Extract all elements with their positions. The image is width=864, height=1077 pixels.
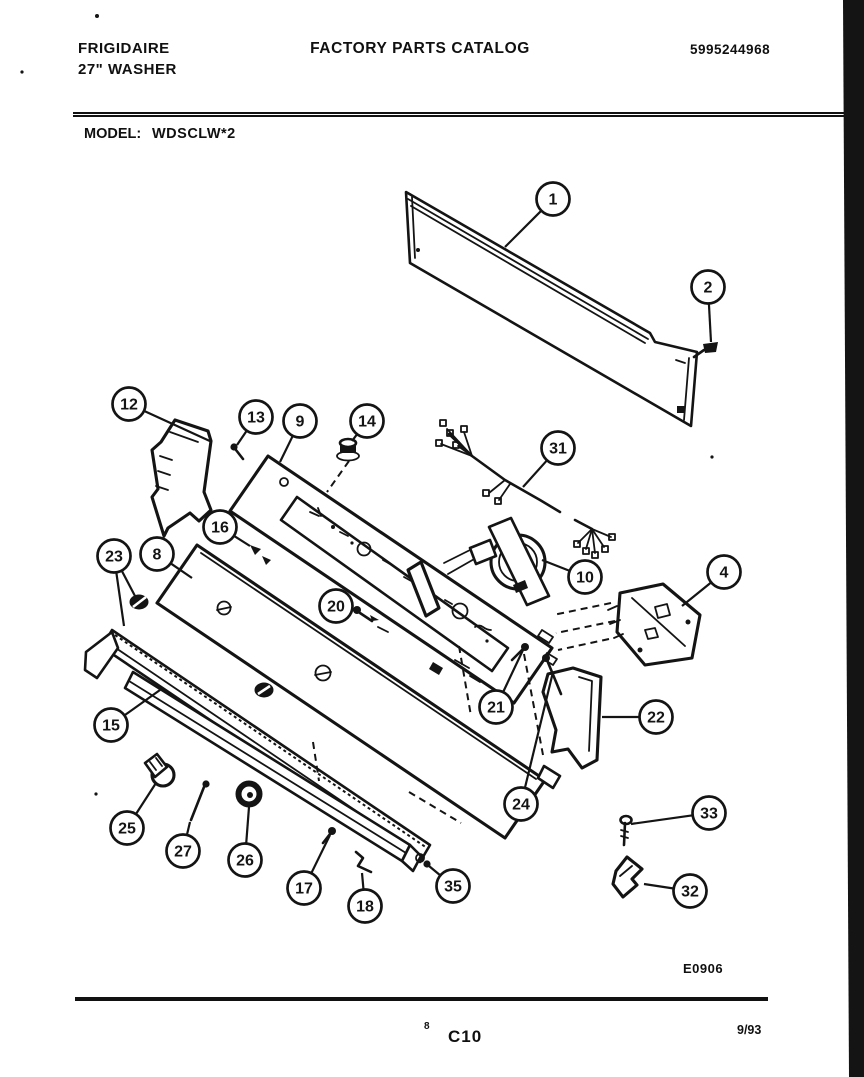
- part-screw-33: [621, 816, 632, 845]
- callout-23: [98, 540, 131, 573]
- svg-text:26: 26: [236, 852, 254, 870]
- callout-21: [480, 691, 513, 724]
- part-switch: [608, 584, 700, 665]
- svg-text:22: 22: [647, 709, 665, 727]
- revision-date: 9/93: [737, 1023, 762, 1037]
- document-number: 5995244968: [690, 42, 771, 57]
- callout-10: [569, 561, 602, 594]
- callout-leader-13: [237, 431, 247, 445]
- svg-text:2: 2: [703, 279, 713, 297]
- callout-24: [505, 788, 538, 821]
- callout-9: [284, 405, 317, 438]
- part-knob-25: [145, 754, 174, 786]
- callout-18: [349, 890, 382, 923]
- svg-text:12: 12: [120, 396, 138, 414]
- callout-leader-27: [187, 822, 190, 835]
- model-label: MODEL:: [84, 126, 142, 142]
- svg-text:21: 21: [487, 699, 505, 717]
- svg-text:31: 31: [549, 440, 567, 458]
- part-clip-16: [250, 545, 271, 565]
- callout-leader-4: [682, 582, 711, 606]
- callout-20: [320, 590, 353, 623]
- callout-leader-35: [429, 866, 440, 875]
- callout-leader-33: [631, 815, 693, 824]
- svg-text:24: 24: [512, 796, 530, 814]
- part-clip-18: [356, 852, 371, 872]
- callout-8: [141, 538, 174, 571]
- callout-4: [708, 556, 741, 589]
- callout-leader-16: [234, 536, 250, 546]
- product-name: 27" WASHER: [78, 61, 177, 78]
- callout-12: [113, 388, 146, 421]
- part-ring-26: [239, 784, 260, 805]
- callout-31: [542, 432, 575, 465]
- part-rear-console-panel: [406, 192, 697, 426]
- callout-35: [437, 870, 470, 903]
- callout-leader-18: [362, 873, 364, 890]
- svg-text:18: 18: [356, 898, 374, 916]
- callout-25: [111, 812, 144, 845]
- svg-text:8: 8: [152, 546, 162, 564]
- svg-text:9: 9: [295, 413, 305, 431]
- part-end-cap-right: [538, 668, 601, 788]
- part-cap-14: [327, 439, 359, 492]
- part-screw-27: [191, 780, 210, 820]
- svg-text:1: 1: [548, 191, 558, 209]
- callout-16: [204, 511, 237, 544]
- callout-leader-2: [709, 304, 711, 343]
- callout-2: [692, 271, 725, 304]
- svg-text:10: 10: [576, 569, 594, 587]
- callout-14: [351, 405, 384, 438]
- callout-leader-32: [644, 884, 674, 889]
- callout-leader-26: [246, 807, 249, 844]
- svg-text:20: 20: [327, 598, 345, 616]
- callout-32: [674, 875, 707, 908]
- part-grommet-23: [130, 595, 149, 610]
- svg-text:4: 4: [719, 564, 729, 582]
- svg-text:33: 33: [700, 805, 718, 823]
- part-screw-2: [694, 342, 718, 357]
- page-code: C10: [448, 1027, 483, 1046]
- drawing-code: E0906: [683, 961, 724, 976]
- callout-leader-25: [136, 783, 156, 814]
- callout-22: [640, 701, 673, 734]
- callout-17: [288, 872, 321, 905]
- callout-13: [240, 401, 273, 434]
- brand-name: FRIGIDAIRE: [78, 40, 170, 57]
- svg-text:14: 14: [358, 413, 376, 431]
- svg-text:23: 23: [105, 548, 123, 566]
- page-title: FACTORY PARTS CATALOG: [310, 40, 530, 57]
- svg-text:32: 32: [681, 883, 699, 901]
- svg-text:27: 27: [174, 843, 192, 861]
- svg-text:17: 17: [295, 880, 313, 898]
- callout-leader-9: [280, 436, 293, 462]
- callout-leader-1: [505, 211, 541, 247]
- part-bracket-32: [613, 857, 642, 897]
- callout-leader-17: [311, 835, 330, 873]
- scan-edge-artifact: [843, 0, 864, 1077]
- callout-1: [537, 183, 570, 216]
- svg-text:15: 15: [102, 717, 120, 735]
- callout-leader-31: [523, 460, 547, 487]
- callout-15: [95, 709, 128, 742]
- svg-text:13: 13: [247, 409, 265, 427]
- svg-text:25: 25: [118, 820, 136, 838]
- part-screw-13: [230, 443, 243, 459]
- svg-text:16: 16: [211, 519, 229, 537]
- callout-33: [693, 797, 726, 830]
- callout-27: [167, 835, 200, 868]
- callout-26: [229, 844, 262, 877]
- svg-text:35: 35: [444, 878, 462, 896]
- sheet-number: 8: [424, 1021, 430, 1032]
- callout-leader-23: [116, 572, 124, 626]
- model-value: WDSCLW*2: [152, 126, 236, 142]
- callout-leader-23: [122, 571, 135, 596]
